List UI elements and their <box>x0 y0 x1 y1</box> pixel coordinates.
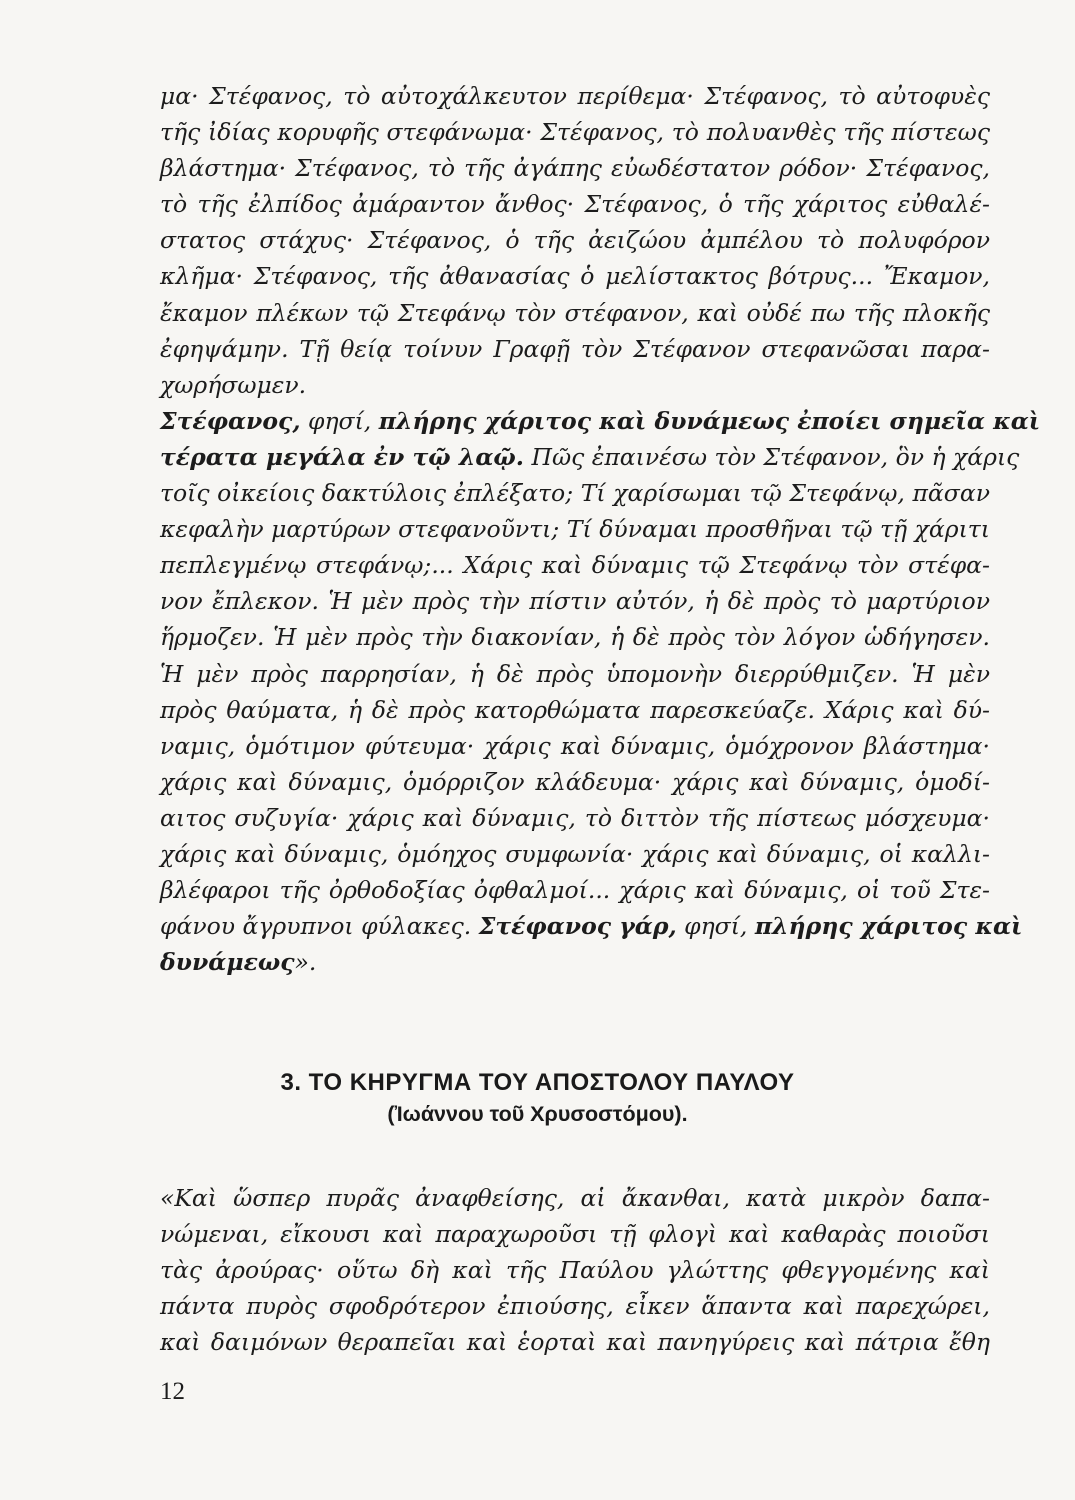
text-line: νώμεναι, εἴκουσι καὶ παραχωροῦσι τῇ φλογὶ καὶ καθαρὰς ποιοῦσι <box>160 1220 990 1249</box>
bold-quote: τέρατα μεγάλα ἐν τῷ λαῷ. <box>160 442 524 471</box>
text-line: Ἡ μὲν πρὸς παρρησίαν, ἡ δὲ πρὸς ὑπομονὴν διερρύθμιζεν. Ἡ μὲν <box>160 659 990 688</box>
text-line: μα· Στέφανος, τὸ αὐτοχάλκευτον περίθεμα· Στέφανος, τὸ αὐτοφυὲς <box>160 82 990 110</box>
bold-quote: δυνάμεως <box>160 948 295 977</box>
text-line <box>160 908 1023 944</box>
section-subheading: (Ἰωάννου τοῦ Χρυσοστόμου). <box>387 1102 688 1126</box>
text-line: ἐφηψάμην. Τῇ θείᾳ τοίνυν Γραφῇ τὸν Στέφανον στεφανῶσαι παρα- <box>160 334 990 363</box>
text-block-bottom <box>160 1180 990 1360</box>
text-line: νον ἔπλεκον. Ἡ μὲν πρὸς τὴν πίστιν αὐτόν, ἡ δὲ πρὸς τὸ μαρτύριον <box>160 587 990 616</box>
text-line: τοῖς οἰκείοις δακτύλοις ἐπλέξατο; Τί χαρίσωμαι τῷ Στεφάνῳ, πᾶσαν <box>160 479 990 508</box>
bold-quote: πλήρης χάριτος καὶ <box>754 912 1023 941</box>
inline-text: ». <box>294 948 317 977</box>
bold-quote: Στέφανος, <box>160 406 301 435</box>
text-line: καὶ δαιμόνων θεραπεῖαι καὶ ἑορταὶ καὶ πανηγύρεις καὶ πάτρια ἔθη <box>160 1328 990 1357</box>
inline-text: φησί, <box>300 406 379 435</box>
text-block-top <box>160 78 1041 980</box>
text-line: κεφαλὴν μαρτύρων στεφανοῦντι; Τί δύναμαι προσθῆναι τῷ τῇ χάριτι <box>160 515 990 544</box>
text-line: πάντα πυρὸς σφοδρότερον ἐπιούσης, εἶκεν ἅπαντα καὶ παρεχώρει, <box>160 1292 990 1321</box>
text-line: στατος στάχυς· Στέφανος, ὁ τῆς ἀειζώου ἀμπέλου τὸ πολυφόρον <box>160 226 990 255</box>
text-line: τὸ τῆς ἐλπίδος ἀμάραντον ἄνθος· Στέφανος, ὁ τῆς χάριτος εὐθαλέ- <box>160 190 990 219</box>
text-line: χωρήσωμεν. <box>160 370 307 399</box>
text-line: αιτος συζυγία· χάρις καὶ δύναμις, τὸ διττὸν τῆς πίστεως μόσχευμα· <box>160 803 990 832</box>
text-line: ναμις, ὁμότιμον φύτευμα· χάρις καὶ δύναμις, ὁμόχρονον βλάστημα· <box>160 731 990 760</box>
text-line: τὰς ἀρούρας· οὕτω δὴ καὶ τῆς Παύλου γλώττης φθεγγομένης καὶ <box>160 1256 990 1285</box>
text-line <box>160 944 990 980</box>
text-line: βλέφαροι τῆς ὀρθοδοξίας ὀφθαλμοί... χάρις καὶ δύναμις, οἱ τοῦ Στε- <box>160 876 990 905</box>
text-line: τῆς ἰδίας κορυφῆς στεφάνωμα· Στέφανος, τὸ πολυανθὲς τῆς πίστεως <box>160 118 990 147</box>
inline-text: φησί, <box>676 912 755 941</box>
section-heading: 3. ΤΟ ΚΗΡΥΓΜΑ ΤΟΥ ΑΠΟΣΤΟΛΟΥ ΠΑΥΛΟΥ <box>280 1069 795 1096</box>
text-line: πρὸς θαύματα, ἡ δὲ πρὸς κατορθώματα παρεσκεύαζε. Χάρις καὶ δύ- <box>160 695 990 724</box>
text-line <box>160 439 1020 475</box>
page-number: 12 <box>160 1378 185 1405</box>
bold-quote: πλήρης χάριτος καὶ δυνάμεως ἐποίει σημεῖα καὶ <box>378 406 1041 435</box>
text-line: πεπλεγμένῳ στεφάνῳ;... Χάρις καὶ δύναμις τῷ Στεφάνῳ τὸν στέφα- <box>160 551 990 580</box>
text-line: ἔκαμον πλέκων τῷ Στεφάνῳ τὸν στέφανον, καὶ οὐδέ πω τῆς πλοκῆς <box>160 298 990 327</box>
text-line: «Καὶ ὥσπερ πυρᾶς ἀναφθείσης, αἱ ἄκανθαι, κατὰ μικρὸν δαπα- <box>160 1184 990 1212</box>
text-line: κλῆμα· Στέφανος, τῆς ἀθανασίας ὁ μελίστακτος βότρυς... Ἔκαμον, <box>160 262 990 291</box>
text-line: βλάστημα· Στέφανος, τὸ τῆς ἀγάπης εὐωδέστατον ρόδον· Στέφανος, <box>160 154 990 183</box>
inline-text: φάνου ἄγρυπνοι φύλακες. <box>160 912 479 941</box>
bold-quote: Στέφανος γάρ, <box>478 912 677 941</box>
text-line: ἥρμοζεν. Ἡ μὲν πρὸς τὴν διακονίαν, ἡ δὲ πρὸς τὸν λόγον ὡδήγησεν. <box>160 623 990 652</box>
text-line: χάρις καὶ δύναμις, ὁμόηχος συμφωνία· χάρις καὶ δύναμις, οἱ καλλι- <box>160 839 990 868</box>
text-line: χάρις καὶ δύναμις, ὁμόρριζον κλάδευμα· χάρις καὶ δύναμις, ὁμοδί- <box>160 767 990 796</box>
text-line <box>160 403 1041 439</box>
inline-text: Πῶς ἐπαινέσω τὸν Στέφανον, ὃν ἡ χάρις <box>523 442 1020 471</box>
